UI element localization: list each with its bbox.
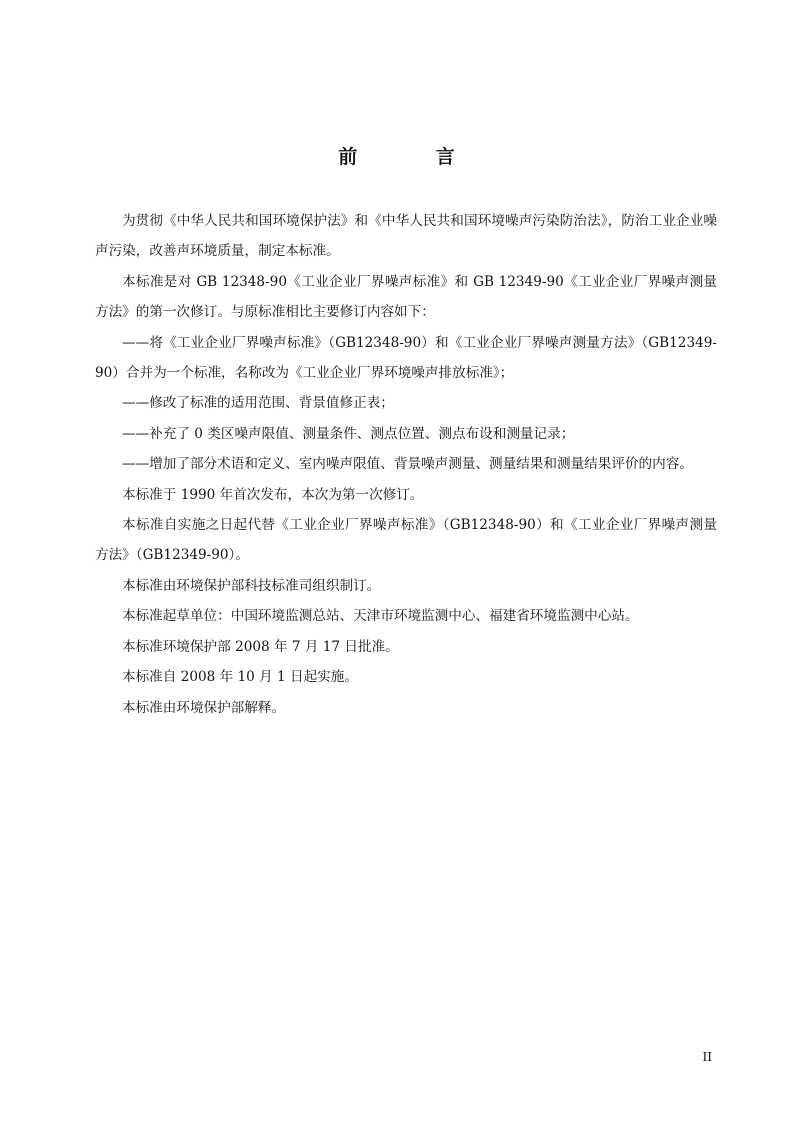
paragraph-replacement: 本标准自实施之日起代替《工业企业厂界噪声标准》（GB12348-90）和《工业企业厂界噪声测量方法》（GB12349-90）。 — [95, 517, 717, 564]
paragraph-purpose: 为贯彻《中华人民共和国环境保护法》和《中华人民共和国环境噪声污染防治法》，防治工业企业噪声污染，改善声环境质量，制定本标准。 — [95, 213, 717, 260]
paragraph-organizer: 本标准由环境保护部科技标准司组织制订。 — [122, 577, 381, 594]
page-title: 前 言 — [338, 146, 491, 168]
document-body — [95, 206, 717, 723]
page-number: II — [702, 1050, 712, 1064]
paragraph-revision-item-merge: ——将《工业企业厂界噪声标准》（GB12348-90）和《工业企业厂界噪声测量方法》（GB12349-90）合并为一个标准，名称改为《工业企业厂界环境噪声排放标准》； — [95, 334, 717, 382]
paragraph-interpretation: 本标准由环境保护部解释。 — [122, 699, 286, 716]
paragraph-drafting-units: 本标准起草单位：中国环境监测总站、天津市环境监测中心、福建省环境监测中心站。 — [122, 608, 639, 625]
paragraph-approval-date: 本标准环境保护部 2008 年 7 月 17 日批准。 — [122, 638, 399, 655]
paragraph-implementation-date: 本标准自 2008 年 10 月 1 日起实施。 — [122, 669, 358, 686]
paragraph-first-published: 本标准于 1990 年首次发布，本次为第一次修订。 — [122, 486, 424, 503]
paragraph-revision-item-additions: ——增加了部分术语和定义、室内噪声限值、背景噪声测量、测量结果和测量结果评价的内容。 — [122, 456, 693, 473]
paragraph-revision-item-scope: ——修改了标准的适用范围、背景值修正表； — [122, 395, 394, 412]
paragraph-revision-item-supplement: ——补充了 0 类区噪声限值、测量条件、测点位置、测点布设和测量记录； — [122, 425, 575, 442]
paragraph-revision-intro: 本标准是对 GB 12348-90《工业企业厂界噪声标准》和 GB 12349-90《工业企业厂界噪声测量方法》的第一次修订。与原标准相比主要修订内容如下： — [95, 273, 717, 321]
